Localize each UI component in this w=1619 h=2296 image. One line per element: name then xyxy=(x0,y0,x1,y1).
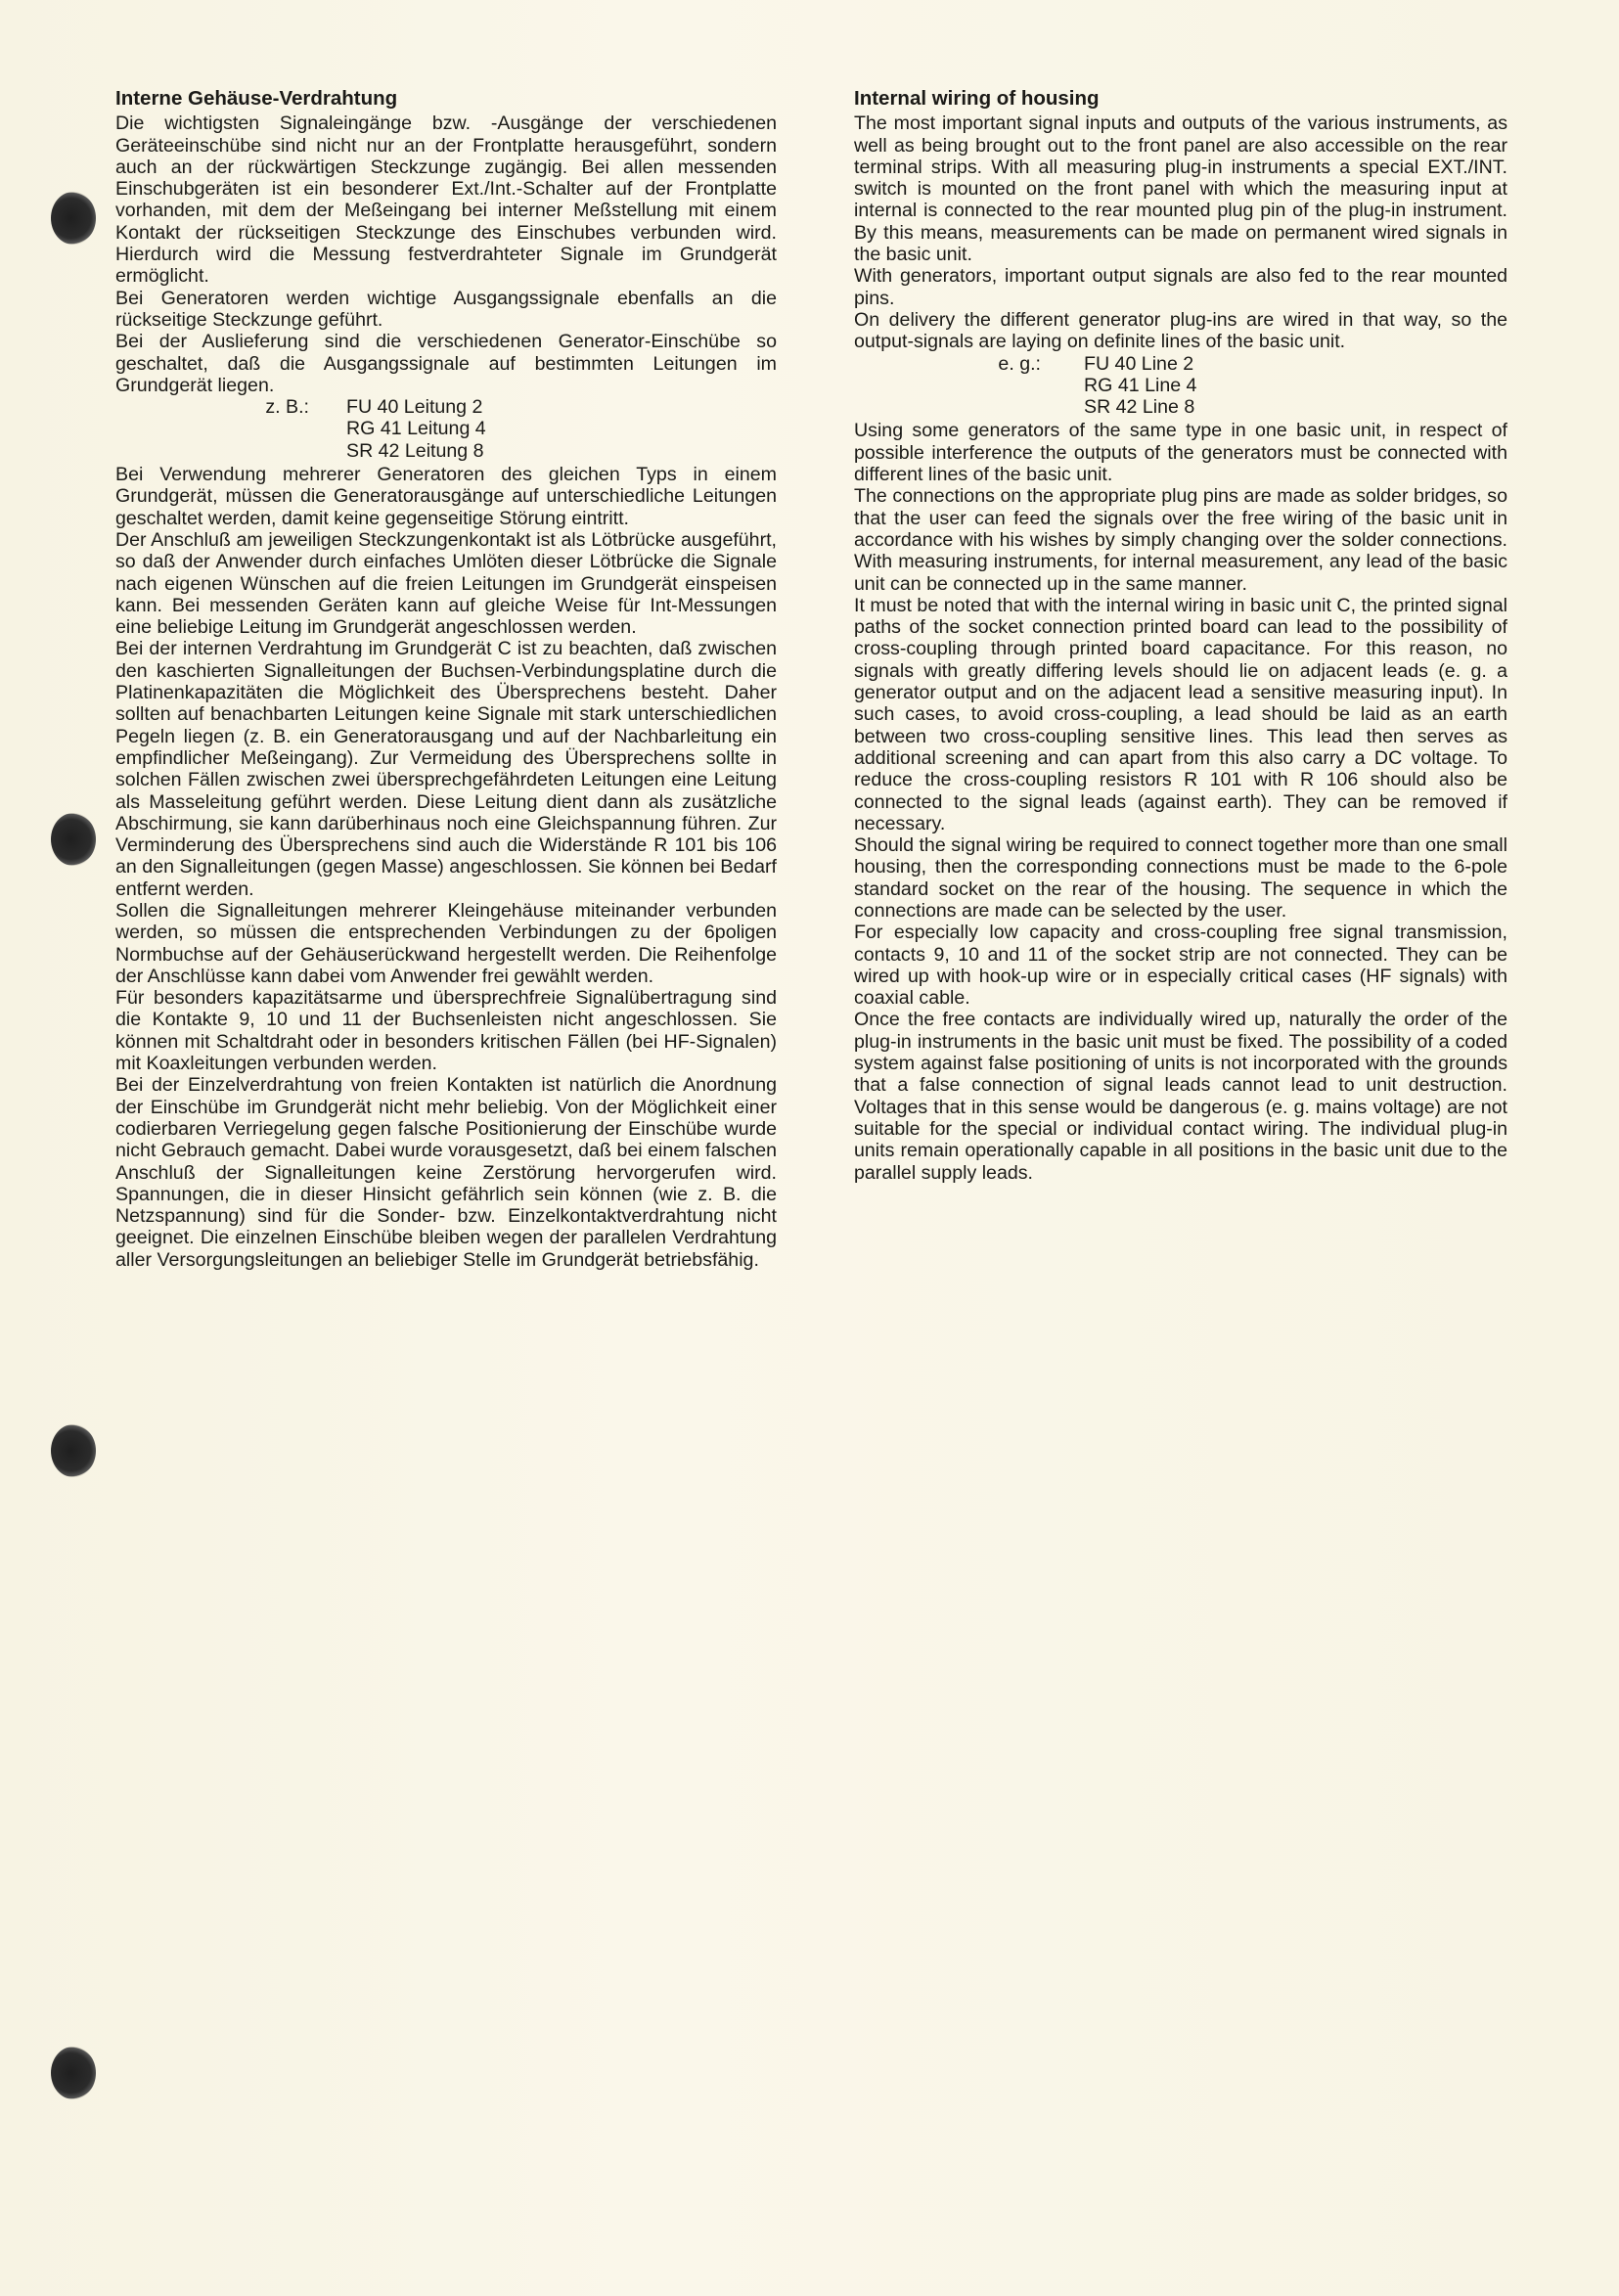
german-example xyxy=(115,396,777,462)
german-paragraph: Bei der Auslieferung sind die verschiedenen Generator-Einschübe so geschaltet, daß die Ausgangssignale auf bestimmten Leitungen im Grundgerät liegen. xyxy=(115,331,777,396)
english-paragraph: The connections on the appropriate plug pins are made as solder bridges, so that the user can feed the signals over the free wiring of the basic unit in accordance with his wishes by simply changing over the solder connections. With measuring instruments, for internal measurement, any lead of the basic unit can be connected up in the same manner. xyxy=(854,485,1507,595)
english-paragraph: Once the free contacts are individually wired up, naturally the order of the plug-in instruments in the basic unit must be fixed. The possibility of a coded system against false positioning of units is not incorporated with the grounds that a false connection of signal leads cannot lead to unit destruction. Voltages that in this sense would be dangerous (e. g. mains voltage) are not suitable for the special or individual contact wiring. The individual plug-in units remain operationally capable in all positions in the basic unit due to the parallel supply leads. xyxy=(854,1009,1507,1184)
english-example-lines xyxy=(1084,353,1196,419)
english-paragraph: For especially low capacity and cross-coupling free signal transmission, contacts 9, 10 and 11 of the socket strip are not connected. They can be wired up with hook-up wire or in especially critical cases (HF signals) with coaxial cable. xyxy=(854,922,1507,1010)
german-example-line: RG 41 Leitung 4 xyxy=(346,418,486,440)
english-heading: Internal wiring of housing xyxy=(854,87,1100,110)
german-example-lines xyxy=(346,396,486,462)
english-column xyxy=(854,88,1507,1184)
punch-hole xyxy=(51,1424,96,1477)
german-paragraph: Die wichtigsten Signaleingänge bzw. -Ausgänge der verschiedenen Geräteeinschübe sind nicht nur an der Frontplatte herausgeführt, sondern auch an der rückwärtigen Steckzunge zugängig. Bei allen messenden Einschubgeräten ist ein besonderer Ext./Int.-Schalter auf der Frontplatte vorhanden, mit dem der Meßeingang bei interner Meßstellung mit einem Kontakt der rückseitigen Steckzunge des Einschubes verbunden wird. Hierdurch wird die Messung festverdrahteter Signale im Grundgerät ermöglicht. xyxy=(115,113,777,288)
english-paragraph: With generators, important output signals are also fed to the rear mounted pins. xyxy=(854,265,1507,309)
german-paragraph: Bei der internen Verdrahtung im Grundgerät C ist zu beachten, daß zwischen den kaschierten Signalleitungen der Buchsen-Verbindungsplatine durch die Platinenkapazitäten die Möglichkeit des Übersprechens besteht. Daher sollten auf benachbarten Leitungen keine Signale mit stark unterschiedlichen Pegeln liegen (z. B. ein Generatorausgang und auf der Nachbarleitung ein empfindlicher Meßeingang). Zur Vermeidung des Übersprechens sollte in solchen Fällen zwischen zwei übersprechgefährdeten Leitungen eine Leitung als Masseleitung geführt werden. Diese Leitung dient dann als zusätzliche Abschirmung, sie kann darüberhinaus noch eine Gleichspannung führen. Zur Verminderung des Übersprechens sind auch die Widerstände R 101 bis 106 an den Signalleitungen (gegen Masse) angeschlossen. Sie können bei Bedarf entfernt werden. xyxy=(115,638,777,900)
german-paragraph: Der Anschluß am jeweiligen Steckzungenkontakt ist als Lötbrücke ausgeführt, so daß der Anwender durch einfaches Umlöten dieser Lötbrücke die Signale nach eigenen Wünschen auf die freien Leitungen im Grundgerät einspeisen kann. Bei messenden Geräten kann auf gleiche Weise für Int-Messungen eine beliebige Leitung im Grundgerät angeschlossen werden. xyxy=(115,528,777,639)
punch-hole xyxy=(51,813,96,866)
english-paragraph: On delivery the different generator plug-ins are wired in that way, so the output-signals are laying on definite lines of the basic unit. xyxy=(854,308,1507,353)
english-paragraph: It must be noted that with the internal wiring in basic unit C, the printed signal paths of the socket connection printed board can lead to the possibility of cross-coupling through printed board capacitance. For this reason, no signals with greatly differing levels should lie on adjacent leads (e. g. a generator output and on the adjacent lead a sensitive measuring input). In such cases, to avoid cross-coupling, a lead should be laid as an earth between two cross-coupling sensitive lines. This lead then serves as additional screening and can apart from this also carry a DC voltage. To reduce the cross-coupling resistors R 101 with R 106 should also be connected to the signal leads (against earth). They can be removed if necessary. xyxy=(854,594,1507,834)
english-paragraph: The most important signal inputs and outputs of the various instruments, as well as being brought out to the front panel are also accessible on the rear terminal strips. With all measuring plug-in instruments a special EXT./INT. switch is mounted on the front panel with which the measuring input at internal is connected to the rear mounted plug pin of the plug-in instrument. By this means, measurements can be made on permanent wired signals in the basic unit. xyxy=(854,113,1507,266)
german-paragraph: Bei der Einzelverdrahtung von freien Kontakten ist natürlich die Anordnung der Einschübe im Grundgerät nicht mehr beliebig. Von der Möglichkeit einer codierbaren Verriegelung gegen falsche Positionierung der Einschübe wurde nicht Gebrauch gemacht. Dabei wurde vorausgesetzt, daß bei einem falschen Anschluß der Signalleitungen keine Zerstörung hervorgerufen wird. Spannungen, die in dieser Hinsicht gefährlich sein können (wie z. B. die Netzspannung) sind für die Sonder- bzw. Einzelkontaktverdrahtung nicht geeignet. Die einzelnen Einschübe bleiben wegen der parallelen Verdrahtung aller Versorgungsleitungen an beliebiger Stelle im Grundgerät betriebsfähig. xyxy=(115,1074,777,1271)
english-example xyxy=(854,353,1507,419)
german-example-line: SR 42 Leitung 8 xyxy=(346,439,484,462)
english-example-label: e. g.: xyxy=(998,352,1041,375)
german-example-line: FU 40 Leitung 2 xyxy=(346,396,483,419)
english-example-line: FU 40 Line 2 xyxy=(1084,352,1194,375)
german-example-label: z. B.: xyxy=(265,396,309,419)
german-paragraph: Bei Verwendung mehrerer Generatoren des gleichen Typs in einem Grundgerät, müssen die Generatorausgänge auf unterschiedliche Leitungen geschaltet werden, damit keine gegenseitige Störung eintritt. xyxy=(115,464,777,529)
punch-hole xyxy=(51,192,96,245)
english-paragraph: Should the signal wiring be required to connect together more than one small housing, then the corresponding connections must be made to the 6-pole standard socket on the rear of the housing. The sequence in which the connections are made can be selected by the user. xyxy=(854,834,1507,922)
german-heading: Interne Gehäuse-Verdrahtung xyxy=(115,87,398,110)
german-paragraph: Sollen die Signalleitungen mehrerer Kleingehäuse miteinander verbunden werden, so müssen die entsprechenden Verbindungen zu der 6poligen Normbuchse auf der Gehäuserückwand hergestellt werden. Die Reihenfolge der Anschlüsse kann dabei vom Anwender frei gewählt werden. xyxy=(115,899,777,987)
german-paragraph: Für besonders kapazitätsarme und übersprechfreie Signalübertragung sind die Kontakte 9, 10 und 11 der Buchsenleisten nicht angeschlossen. Sie können mit Schaltdraht oder in besonders kritischen Fällen (bei HF-Signalen) mit Koaxleitungen verbunden werden. xyxy=(115,987,777,1075)
english-paragraph: Using some generators of the same type in one basic unit, in respect of possible interference the outputs of the generators must be connected with different lines of the basic unit. xyxy=(854,420,1507,486)
english-example-line: RG 41 Line 4 xyxy=(1084,374,1197,396)
punch-hole xyxy=(51,2047,96,2099)
english-example-line: SR 42 Line 8 xyxy=(1084,396,1195,419)
german-column xyxy=(115,88,777,1271)
german-paragraph: Bei Generatoren werden wichtige Ausgangssignale ebenfalls an die rückseitige Steckzunge geführt. xyxy=(115,287,777,331)
